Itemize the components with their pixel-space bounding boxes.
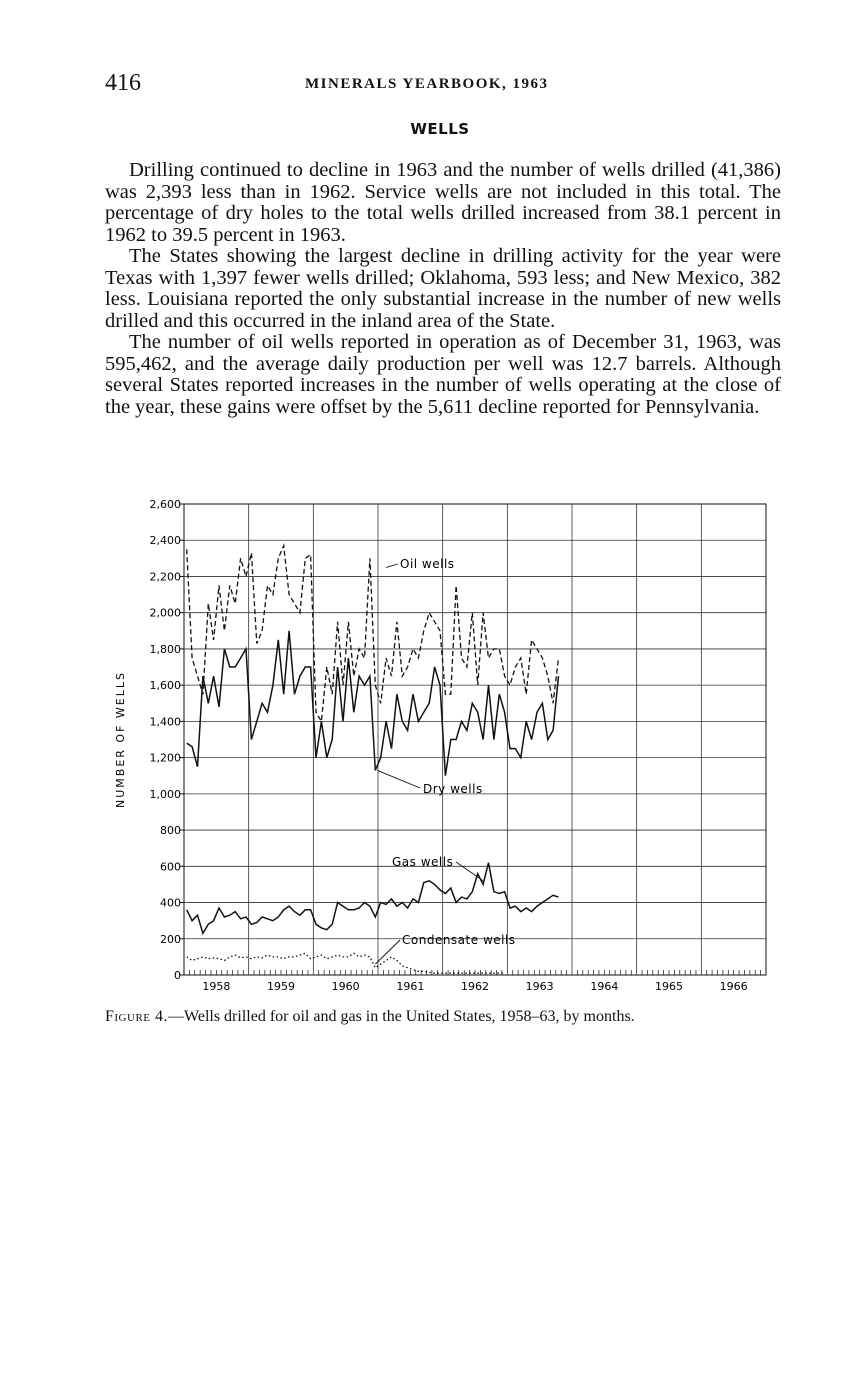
y-tick-label: 2,600 [149,498,181,511]
annotation-leader [456,862,483,881]
x-tick-label: 1965 [655,980,683,993]
x-tick-label: 1960 [331,980,360,993]
series-line-gas-wells [187,863,559,934]
figure-label: Figure 4. [105,1008,169,1025]
x-tick-label: 1963 [525,980,554,993]
y-tick-label: 1,000 [149,787,181,801]
annotation-leader [377,770,420,788]
x-tick-label: 1964 [590,980,619,993]
y-tick-label: 0 [174,969,181,982]
series-annotation: Condensate wells [402,933,516,947]
plot-frame [184,504,766,975]
section-title: WELLS [410,120,470,138]
y-tick-label: 1,200 [149,751,181,765]
x-tick-label: 1962 [461,980,489,993]
y-tick-label: 1,800 [149,642,181,656]
x-tick-label: 1959 [267,980,295,993]
chart-svg [100,488,780,1008]
y-tick-label: 400 [160,896,181,910]
y-tick-label: 1,400 [149,715,181,729]
paragraph: The number of oil wells reported in operation as of December 31, 1963, was 595,462, and the average daily production per well was 12.7 barrels. Although several States reported increases in the number of wells operating at the close of the year, these gains were offset by the 5,611 decline reported for Pennsylvania. [105,331,781,418]
y-tick-label: 1,600 [149,679,181,693]
x-tick-label: 1966 [719,980,748,993]
series-annotation: Oil wells [400,557,455,571]
y-tick-label: 800 [160,824,181,838]
paragraph: Drilling continued to decline in 1963 and the number of wells drilled (41,386) was 2,393 less than in 1962. Service wells are not included in this total. The percentage of dry holes to the total wells drilled increased from 38.1 percent in 1962 to 39.5 percent in 1963. [105,159,781,246]
figure-caption-text: —Wells drilled for oil and gas in the United States, 1958–63, by months. [168,1008,635,1025]
x-tick-label: 1961 [396,980,425,993]
annotation-leader [375,940,400,964]
figure-caption [105,1008,785,1026]
page-number: 416 [105,70,141,96]
y-tick-label: 600 [160,860,181,874]
page-header [105,70,780,100]
y-axis-label: NUMBER OF WELLS [114,671,127,808]
paragraph: The States showing the largest decline in drilling activity for the year were Texas with 1,397 fewer wells drilled; Oklahoma, 593 less; and New Mexico, 382 less. Louisiana reported the only substantial increase in the number of new wells drilled and this occurred in the inland area of the State. [105,245,781,332]
series-line-oil-wells [187,546,559,722]
y-tick-label: 2,200 [149,570,181,584]
running-title: MINERALS YEARBOOK, 1963 [305,76,549,92]
annotation-leader [386,564,398,567]
y-tick-label: 200 [160,932,181,946]
series-line-dry-wells [187,631,559,776]
x-tick-label: 1958 [202,980,231,993]
y-tick-label: 2,000 [149,606,181,620]
series-annotation: Gas wells [392,855,454,869]
body-text [105,160,781,418]
y-tick-label: 2,400 [149,534,181,548]
wells-chart [100,488,780,1008]
series-annotation: Dry wells [423,782,483,796]
